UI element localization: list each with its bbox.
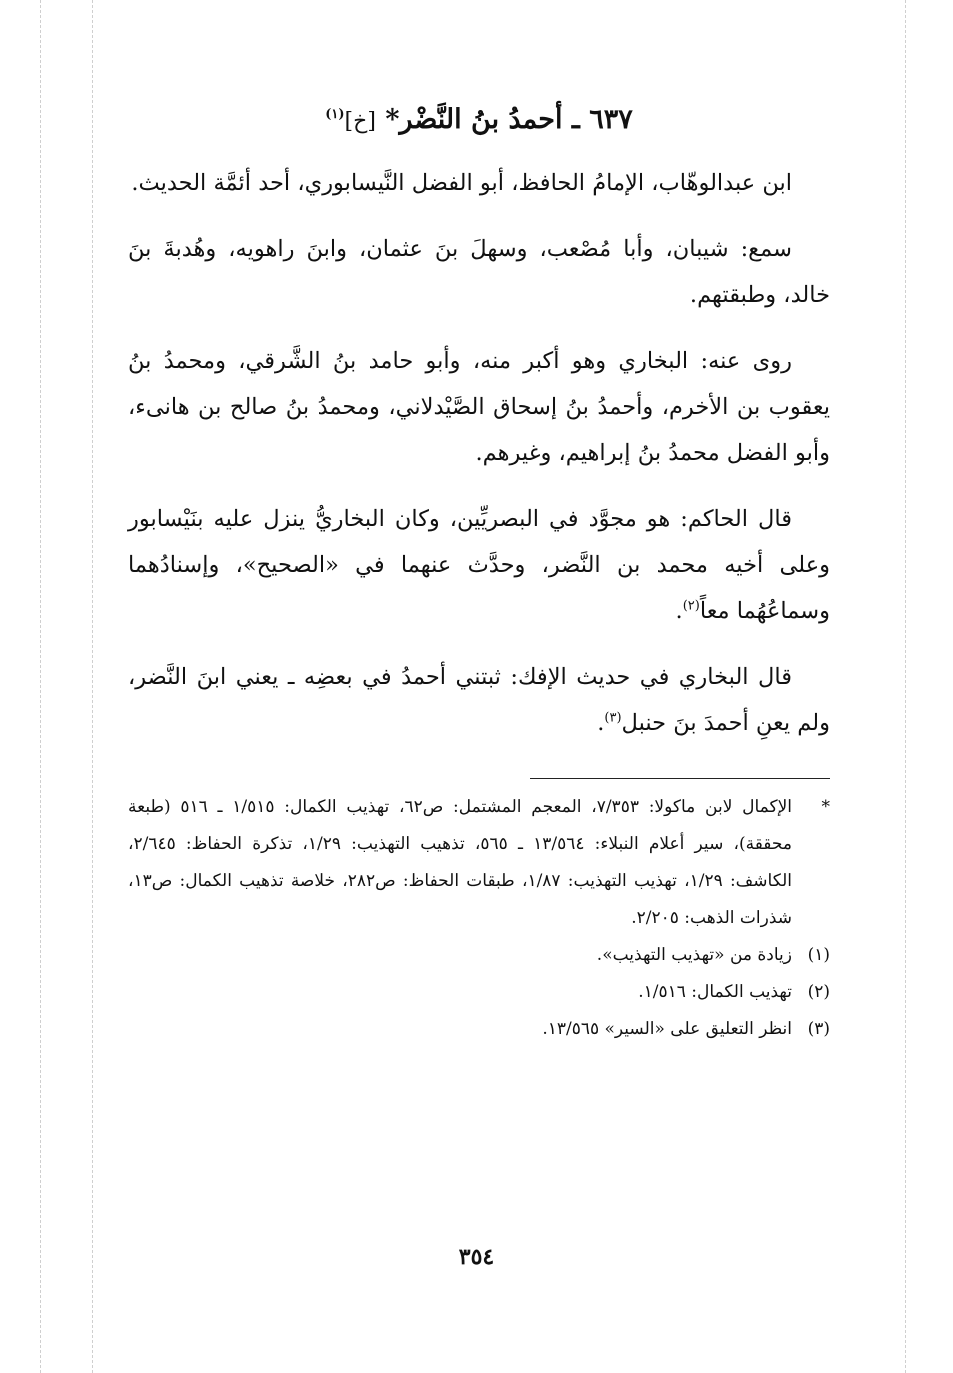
footnote-ref: (٣) bbox=[604, 710, 622, 726]
footnote-marker: * bbox=[821, 797, 830, 817]
scan-edge-line-left-inner bbox=[92, 0, 93, 1373]
entry-name: أحمدُ بنُ النَّضْر bbox=[399, 104, 563, 135]
paragraph-text: سمع: شيبان، وأبا مُصْعب، وسهلَ بنَ عثمان، وابنَ راهويه، وهُدبةَ بنَ خالد، وطبقتهم. bbox=[128, 236, 830, 308]
footnote-text: تهذيب الكمال: ١/٥١٦. bbox=[638, 982, 792, 1002]
footnote-text: انظر التعليق على «السير» ١٣/٥٦٥. bbox=[542, 1019, 792, 1039]
footnote-marker: (٢) bbox=[807, 982, 830, 1002]
footnote-ref: (٢) bbox=[682, 598, 700, 614]
entry-tag: [خ] bbox=[344, 109, 376, 134]
entry-title bbox=[128, 100, 830, 142]
footnote-sources bbox=[128, 789, 830, 937]
entry-star: * bbox=[385, 104, 400, 135]
footnote-marker: (١) bbox=[807, 945, 830, 965]
paragraph-bukhari-quote bbox=[128, 654, 830, 746]
entry-number: ٦٣٧ bbox=[589, 104, 633, 135]
footnote-marker: (٣) bbox=[807, 1019, 830, 1039]
footnote-separator bbox=[530, 778, 830, 779]
footnote-1 bbox=[128, 937, 830, 974]
paragraph-end: . bbox=[597, 710, 605, 736]
paragraph-text: قال الحاكم: هو مجوَّد في البصريِّين، وكان البخاريُّ ينزل عليه بنَيْسابور وعلى أخيه محمد بن النَّضر، وحدَّث عنهما في «الصحيح»، وإسنادُهما وسماعُهُما معاً bbox=[128, 506, 830, 624]
page-number: ٣٥٤ bbox=[458, 1244, 495, 1270]
entry-dash: ـ bbox=[571, 104, 580, 135]
paragraph-end: . bbox=[675, 598, 683, 624]
footnote-2 bbox=[128, 974, 830, 1011]
book-page bbox=[128, 100, 830, 1048]
paragraph-teachers bbox=[128, 226, 830, 318]
footnotes bbox=[128, 789, 830, 1048]
scan-edge-line-left bbox=[40, 0, 41, 1373]
paragraph-text: قال البخاري في حديث الإفك: ثبتني أحمدُ في بعضِه ـ يعني ابنَ النَّضر، ولم يعنِ أحمدَ بنَ حنبل bbox=[128, 664, 830, 736]
paragraph-intro bbox=[128, 160, 830, 206]
paragraph-text: روى عنه: البخاري وهو أكبر منه، وأبو حامد بنُ الشَّرقي، ومحمدُ بنُ يعقوب بن الأخرم، وأحمدُ بنُ إسحاق الصَّيْدلاني، ومحمدُ بنُ صالح بن هانىء، وأبو الفضل محمدُ بنُ إبراهيم، وغيرهم. bbox=[128, 348, 830, 466]
footnote-text: الإكمال لابن ماكولا: ٧/٣٥٣، المعجم المشتمل: ص٦٢، تهذيب الكمال: ١/٥١٥ ـ ٥١٦ (طبعة محققة)، سير أعلام النبلاء: ١٣/٥٦٤ ـ ٥٦٥، تذهيب التهذيب: ١/٢٩، تذكرة الحفاظ: ٢/٦٤٥، الكاشف: ١/٢٩، تهذيب التهذيب: ١/٨٧، طبقات الحفاظ: ص٢٨٢، خلاصة تذهيب الكمال: ص١٣، شذرات الذهب: ٢/٢٠٥. bbox=[128, 797, 793, 928]
footnote-text: زيادة من «تهذيب التهذيب». bbox=[596, 945, 792, 965]
paragraph-text: ابن عبدالوهّاب، الإمامُ الحافظ، أبو الفضل النَّيسابوري، أحد أئمَّة الحديث. bbox=[131, 170, 792, 196]
entry-tag-note: (١) bbox=[325, 107, 345, 122]
scan-edge-line-right bbox=[905, 0, 906, 1373]
paragraph-students bbox=[128, 338, 830, 476]
paragraph-hakim-quote bbox=[128, 496, 830, 634]
footnote-3 bbox=[128, 1011, 830, 1048]
